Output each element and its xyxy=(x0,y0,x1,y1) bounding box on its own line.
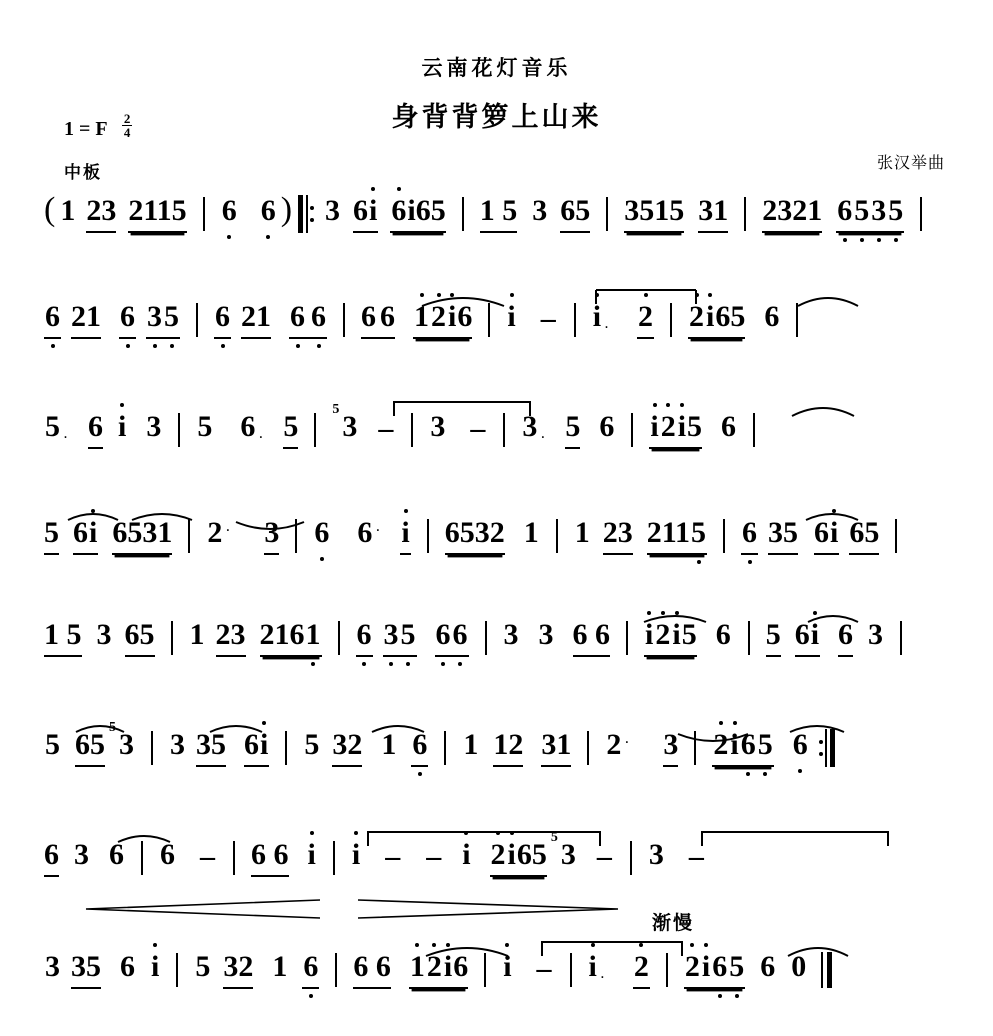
beamed-group: 6 xyxy=(741,518,758,555)
beamed-group: 6i xyxy=(73,518,98,555)
note: 6 xyxy=(721,410,737,443)
augmentation-dot: . xyxy=(258,425,263,442)
quintuplet-marker: 5 xyxy=(550,830,558,845)
quintuplet-marker: 5 xyxy=(332,402,340,417)
note: 3 xyxy=(146,410,162,443)
beamed-group: 35 xyxy=(146,302,180,339)
beamed-group: 2115 xyxy=(128,196,186,233)
beamed-group: 6 xyxy=(44,840,59,877)
augmentation-dot: . xyxy=(63,425,68,442)
phrase-open-paren: ( xyxy=(44,191,56,228)
beamed-group: 5 xyxy=(565,412,580,449)
augmentation-dot: . xyxy=(624,730,629,747)
barline xyxy=(694,731,696,765)
beamed-group: 35 xyxy=(383,620,417,657)
beamed-group: 2i65 xyxy=(490,840,547,877)
barline xyxy=(626,621,628,655)
beamed-group: 6531 xyxy=(112,518,172,555)
staff-system-8 xyxy=(44,952,954,1026)
beamed-group: 6 xyxy=(838,620,853,657)
composer-credit: 张汉举曲 xyxy=(876,153,945,172)
barline xyxy=(427,519,429,553)
note: 3 xyxy=(538,618,554,651)
beamed-group: 6 6 xyxy=(353,952,391,989)
note: 3 xyxy=(868,618,884,651)
note: i xyxy=(307,838,316,871)
note: 6 xyxy=(221,194,237,227)
barline xyxy=(796,303,798,337)
barline xyxy=(606,197,608,231)
barline xyxy=(574,303,576,337)
beamed-group: 65 xyxy=(125,620,155,657)
barline xyxy=(314,413,316,447)
note: 6 xyxy=(260,194,276,227)
barline xyxy=(488,303,490,337)
barline xyxy=(570,953,572,987)
augmentation-dot: . xyxy=(375,518,380,535)
beamed-group: 3 xyxy=(663,730,678,767)
beamed-group: 65 xyxy=(849,518,879,555)
note: 3 xyxy=(342,410,358,443)
barline xyxy=(141,841,143,875)
barline xyxy=(666,953,668,987)
beamed-group: 6 6 xyxy=(289,302,327,339)
beamed-group: 6i xyxy=(244,730,269,767)
barline xyxy=(587,731,589,765)
beamed-group: 23 xyxy=(216,620,246,657)
beamed-group: 6 xyxy=(411,730,428,767)
barline xyxy=(503,413,505,447)
note: 5 xyxy=(195,950,211,983)
staff-system-2 xyxy=(44,302,954,376)
barline xyxy=(285,731,287,765)
note: i xyxy=(462,838,471,871)
held-dash: – xyxy=(688,840,704,873)
beamed-group: 31 xyxy=(698,196,728,233)
beamed-group: 35 xyxy=(196,730,226,767)
barline xyxy=(670,303,672,337)
note: 3 xyxy=(74,838,89,871)
staff-system-1 xyxy=(44,191,954,270)
note: 3 xyxy=(648,838,664,871)
repeat-start-sign xyxy=(298,195,314,233)
augmentation-dot: . xyxy=(600,965,605,982)
beamed-group: 12i6 xyxy=(409,952,468,989)
beamed-group: 2321 xyxy=(762,196,822,233)
barline xyxy=(485,621,487,655)
beamed-group: 6i65 xyxy=(390,196,445,233)
beamed-group: 31 xyxy=(541,730,571,767)
beamed-group: 23 xyxy=(86,196,116,233)
note: 3 xyxy=(96,618,112,651)
note: i xyxy=(151,950,160,983)
note: 1 xyxy=(463,728,479,761)
repeat-end-sign xyxy=(819,729,835,767)
barline xyxy=(411,413,413,447)
tempo-marking: 中板 xyxy=(64,163,102,183)
note: 3 xyxy=(170,728,185,761)
barline xyxy=(462,197,464,231)
augmentation-dot: . xyxy=(540,425,545,442)
note: 3 xyxy=(532,194,548,227)
barline xyxy=(196,303,198,337)
beamed-group: i xyxy=(400,518,410,555)
beamed-group: 3 xyxy=(264,518,279,555)
beamed-group: 65 xyxy=(560,196,590,233)
beamed-group: 23 xyxy=(603,518,633,555)
note: 1 xyxy=(381,728,397,761)
beamed-group: 32 xyxy=(332,730,362,767)
beamed-group: 12i6 xyxy=(413,302,472,339)
barline xyxy=(723,519,725,553)
key-signature xyxy=(64,112,132,141)
beamed-group: 6532 xyxy=(445,518,505,555)
barline xyxy=(151,731,153,765)
beamed-group: 6 xyxy=(302,952,319,989)
time-signature-denominator: 4 xyxy=(123,125,131,140)
note: 1 xyxy=(60,194,76,227)
beamed-group: 35 xyxy=(71,952,101,989)
beamed-group: 6 xyxy=(119,302,136,339)
barline xyxy=(203,197,205,231)
note: 3 xyxy=(503,618,519,651)
beamed-group: 2161 xyxy=(260,620,322,657)
barline xyxy=(484,953,486,987)
barline xyxy=(556,519,558,553)
note: 6 xyxy=(599,410,615,443)
barline xyxy=(178,413,180,447)
note: 5 xyxy=(45,410,60,443)
note: 6 xyxy=(792,728,808,761)
barline xyxy=(338,621,340,655)
note: 5 xyxy=(45,728,60,761)
barline xyxy=(188,519,190,553)
barline xyxy=(753,413,755,447)
note: 6 xyxy=(760,950,776,983)
barline xyxy=(748,621,750,655)
note: 2 xyxy=(606,728,622,761)
note: 6 xyxy=(764,300,780,333)
note: i xyxy=(592,300,602,333)
beamed-group: i2i5 xyxy=(644,620,697,657)
beamed-group: 3515 xyxy=(624,196,684,233)
quintuplet-marker: 5 xyxy=(109,720,116,735)
barline xyxy=(295,519,297,553)
beamed-group: 66 xyxy=(435,620,469,657)
beamed-group: 6535 xyxy=(836,196,904,233)
note: i xyxy=(118,410,127,443)
note: 6 xyxy=(240,410,256,443)
beamed-group: 12 xyxy=(493,730,523,767)
held-dash: – xyxy=(540,302,556,335)
note: 2 xyxy=(207,516,223,549)
time-signature-numerator: 2 xyxy=(123,111,131,126)
beamed-group: 21 xyxy=(71,302,101,339)
beamed-group: 6 6 xyxy=(573,620,611,657)
staff-system-5 xyxy=(44,620,954,694)
barline xyxy=(630,841,632,875)
score-title: 身背背箩上山来 xyxy=(391,102,602,133)
barline xyxy=(176,953,178,987)
staff-system-3 xyxy=(44,402,954,486)
beamed-group: 6i xyxy=(814,518,839,555)
beamed-group: 2 xyxy=(633,952,650,989)
beamed-group: 6 xyxy=(44,302,61,339)
beamed-group: 5 xyxy=(283,412,298,449)
beamed-group: 32 xyxy=(223,952,253,989)
note: i xyxy=(588,950,597,983)
note: 3 xyxy=(325,194,341,227)
held-dash: – xyxy=(200,840,215,873)
beamed-group: 2 xyxy=(637,302,654,339)
note: 1 xyxy=(189,618,205,651)
beamed-group: 6 xyxy=(356,620,373,657)
note: 3 xyxy=(560,838,576,871)
note: 1 xyxy=(272,950,288,983)
barline xyxy=(171,621,173,655)
beamed-group: 35 xyxy=(768,518,798,555)
beamed-group: 21 xyxy=(241,302,271,339)
beamed-group: 6 6 xyxy=(361,302,395,339)
note: 6 xyxy=(109,838,124,871)
held-dash: – xyxy=(536,952,552,985)
beamed-group: 2115 xyxy=(647,518,707,555)
time-signature xyxy=(122,112,133,139)
note: 3 xyxy=(119,728,134,761)
barline xyxy=(333,841,335,875)
beamed-group: 65 xyxy=(75,730,105,767)
note: 6 xyxy=(357,516,373,549)
beamed-group: 6i xyxy=(795,620,820,657)
barline xyxy=(335,953,337,987)
note: 3 xyxy=(522,410,538,443)
beamed-group: 6 xyxy=(88,412,103,449)
beamed-group: 5 xyxy=(44,518,59,555)
note: i xyxy=(351,838,361,871)
note: 1 xyxy=(574,516,590,549)
note: 1 xyxy=(523,516,539,549)
beamed-group: 5 xyxy=(766,620,781,657)
note: i xyxy=(503,950,512,983)
beamed-group: 6 xyxy=(214,302,231,339)
barline xyxy=(895,519,897,553)
beamed-group: 2i65 xyxy=(688,302,745,339)
beamed-group: 2i65 xyxy=(684,952,745,989)
barline xyxy=(343,303,345,337)
augmentation-dot: . xyxy=(225,518,230,535)
final-barline xyxy=(821,952,833,988)
note: 6 xyxy=(120,950,135,983)
staff-system-4 xyxy=(44,518,954,592)
note: 3 xyxy=(45,950,60,983)
score-subtitle: 云南花灯音乐 xyxy=(421,56,572,80)
barline xyxy=(233,841,235,875)
barline xyxy=(631,413,633,447)
beamed-group: 2i65 xyxy=(712,730,773,767)
note: i xyxy=(507,300,516,333)
staff-system-6 xyxy=(44,720,954,804)
held-dash: – xyxy=(426,840,442,873)
note: 6 xyxy=(160,838,175,871)
held-dash: – xyxy=(470,412,486,445)
augmentation-dot: . xyxy=(604,315,609,332)
held-dash: – xyxy=(385,840,401,873)
key-label: 1 = F xyxy=(64,118,107,140)
beamed-group: 6 6 xyxy=(251,840,289,877)
note: 6 xyxy=(314,516,330,549)
note: 6 xyxy=(715,618,731,651)
barline xyxy=(744,197,746,231)
barline xyxy=(920,197,922,231)
ritard-marking: 渐慢 xyxy=(652,912,695,934)
barline xyxy=(900,621,902,655)
barline xyxy=(444,731,446,765)
beamed-group: i2i5 xyxy=(649,412,702,449)
note: 3 xyxy=(430,410,446,443)
held-dash: – xyxy=(596,840,612,873)
phrase-close-paren: ) xyxy=(280,191,293,228)
rest: 0 xyxy=(791,950,807,983)
held-dash: – xyxy=(378,412,394,445)
beamed-group: 6i xyxy=(353,196,378,233)
note: 5 xyxy=(304,728,320,761)
beamed-group: 1 5 xyxy=(480,196,518,233)
diminuendo-hairpin xyxy=(356,898,620,925)
crescendo-hairpin xyxy=(84,898,322,925)
note: 5 xyxy=(197,410,213,443)
beamed-group: 1 5 xyxy=(44,620,82,657)
